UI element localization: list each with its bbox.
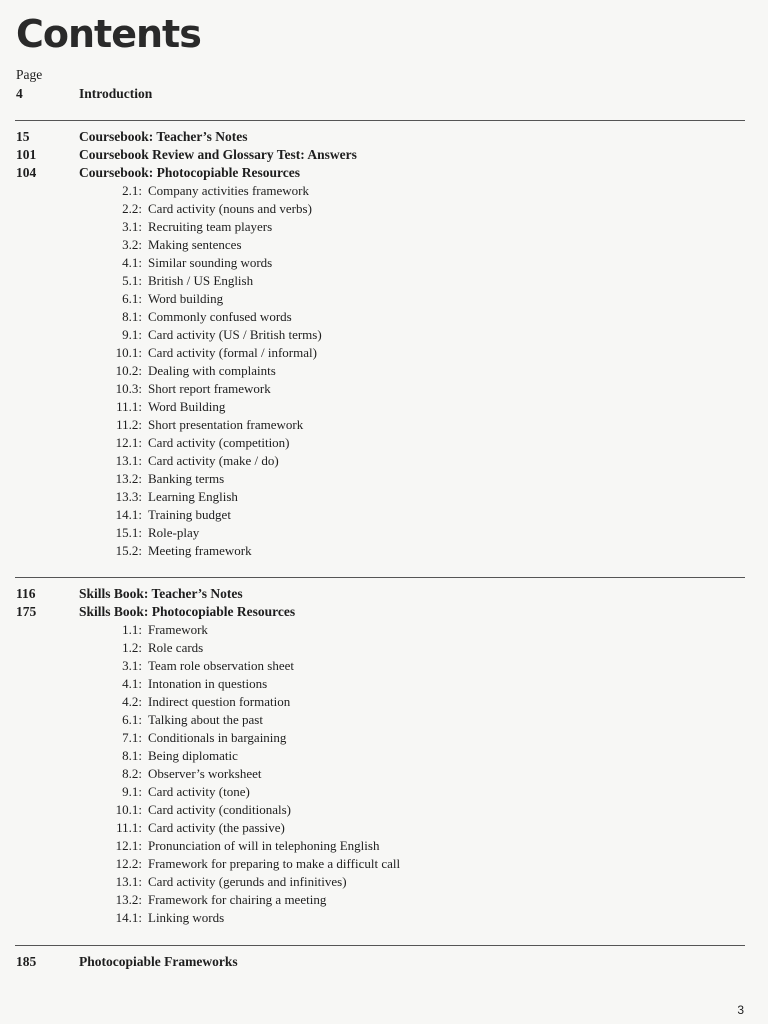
toc-page-number: 15	[16, 129, 30, 144]
section-divider	[15, 577, 745, 578]
resource-item[interactable]	[0, 452, 768, 470]
toc-entry-introduction[interactable]	[0, 85, 768, 103]
resource-label: Commonly confused words	[148, 309, 292, 324]
toc-entry-title: Skills Book: Photocopiable Resources	[79, 604, 296, 619]
resource-label: British / US English	[148, 273, 254, 288]
toc-entry-title: Introduction	[79, 86, 153, 101]
resource-item[interactable]	[0, 747, 768, 765]
resource-number: 1.2:	[122, 640, 142, 655]
resource-number: 10.3:	[115, 381, 142, 396]
resource-number: 15.2:	[115, 543, 142, 558]
resource-item[interactable]	[0, 524, 768, 542]
resource-item[interactable]	[0, 506, 768, 524]
resource-label: Similar sounding words	[148, 255, 273, 270]
coursebook-section	[0, 128, 768, 560]
resource-label: Card activity (conditionals)	[148, 802, 291, 817]
toc-entry-title: Coursebook: Photocopiable Resources	[79, 165, 300, 180]
resource-label: Indirect question formation	[148, 694, 291, 709]
resource-label: Card activity (US / British terms)	[148, 327, 322, 342]
resource-number: 12.2:	[115, 856, 142, 871]
resource-label: Talking about the past	[148, 712, 263, 727]
resource-item[interactable]	[0, 891, 768, 909]
resource-item[interactable]	[0, 398, 768, 416]
resource-label: Card activity (competition)	[148, 435, 290, 450]
resource-label: Card activity (make / do)	[148, 453, 279, 468]
resource-number: 3.1:	[122, 219, 142, 234]
resource-label: Framework	[148, 622, 208, 637]
resource-label: Meeting framework	[148, 543, 252, 558]
resource-item[interactable]	[0, 675, 768, 693]
section-divider	[15, 945, 745, 946]
toc-page-number: 116	[16, 586, 36, 601]
resource-number: 4.1:	[122, 255, 142, 270]
section-divider	[15, 120, 745, 121]
resource-item[interactable]	[0, 290, 768, 308]
resource-number: 10.1:	[115, 345, 142, 360]
resource-number: 12.1:	[115, 435, 142, 450]
toc-page-number: 175	[16, 604, 37, 619]
resource-item[interactable]	[0, 693, 768, 711]
resource-item[interactable]	[0, 621, 768, 639]
page-title: Contents	[16, 12, 201, 56]
resource-item[interactable]	[0, 344, 768, 362]
resource-item[interactable]	[0, 909, 768, 927]
resource-label: Short report framework	[148, 381, 271, 396]
resource-item[interactable]	[0, 711, 768, 729]
resource-number: 1.1:	[122, 622, 142, 637]
resource-number: 10.2:	[115, 363, 142, 378]
resource-number: 13.1:	[115, 453, 142, 468]
coursebook-entries	[0, 128, 768, 182]
coursebook-resource-list	[0, 182, 768, 560]
resource-label: Linking words	[148, 910, 225, 925]
resource-label: Role cards	[148, 640, 204, 655]
resource-item[interactable]	[0, 837, 768, 855]
resource-label: Framework for preparing to make a difficult call	[148, 856, 401, 871]
resource-label: Card activity (the passive)	[148, 820, 285, 835]
resource-item[interactable]	[0, 819, 768, 837]
toc-page-number: 104	[16, 165, 37, 180]
resource-number: 12.1:	[115, 838, 142, 853]
resource-item[interactable]	[0, 765, 768, 783]
resource-number: 4.2:	[122, 694, 142, 709]
resource-number: 11.1:	[116, 820, 142, 835]
resource-label: Pronunciation of will in telephoning English	[148, 838, 380, 853]
resource-number: 2.2:	[122, 201, 142, 216]
resource-item[interactable]	[0, 200, 768, 218]
resource-label: Conditionals in bargaining	[148, 730, 287, 745]
resource-number: 9.1:	[122, 784, 142, 799]
resource-number: 8.1:	[122, 309, 142, 324]
resource-item[interactable]	[0, 218, 768, 236]
resource-number: 4.1:	[122, 676, 142, 691]
resource-label: Learning English	[148, 489, 238, 504]
resource-item[interactable]	[0, 380, 768, 398]
resource-number: 11.2:	[116, 417, 142, 432]
resource-number: 7.1:	[122, 730, 142, 745]
resource-number: 6.1:	[122, 291, 142, 306]
resource-item[interactable]	[0, 434, 768, 452]
resource-label: Role-play	[148, 525, 200, 540]
resource-number: 2.1:	[122, 183, 142, 198]
resource-number: 14.1:	[115, 507, 142, 522]
resource-label: Dealing with complaints	[148, 363, 276, 378]
resource-item[interactable]	[0, 182, 768, 200]
resource-label: Card activity (nouns and verbs)	[148, 201, 312, 216]
resource-label: Framework for chairing a meeting	[148, 892, 327, 907]
resource-number: 11.1:	[116, 399, 142, 414]
toc-entry-frameworks[interactable]	[0, 953, 768, 971]
page-number: 3	[737, 1003, 744, 1017]
resource-item[interactable]	[0, 470, 768, 488]
resource-item[interactable]	[0, 729, 768, 747]
resource-number: 13.1:	[115, 874, 142, 889]
resource-item[interactable]	[0, 639, 768, 657]
resource-label: Recruiting team players	[148, 219, 273, 234]
resource-item[interactable]	[0, 488, 768, 506]
resource-number: 13.2:	[115, 892, 142, 907]
toc-entry-title: Skills Book: Teacher’s Notes	[79, 586, 243, 601]
toc-page-number: 4	[16, 86, 23, 101]
resource-number: 3.1:	[122, 658, 142, 673]
resource-item[interactable]	[0, 855, 768, 873]
resource-label: Intonation in questions	[148, 676, 268, 691]
resource-item[interactable]	[0, 254, 768, 272]
skills-resource-list	[0, 621, 768, 927]
resource-number: 5.1:	[122, 273, 142, 288]
resource-label: Making sentences	[148, 237, 242, 252]
skills-section	[0, 585, 768, 927]
resource-item[interactable]	[0, 362, 768, 380]
resource-item[interactable]	[0, 236, 768, 254]
toc-entry-title: Coursebook Review and Glossary Test: Answers	[79, 147, 357, 162]
resource-item[interactable]	[0, 416, 768, 434]
resource-number: 14.1:	[115, 910, 142, 925]
resource-label: Observer’s worksheet	[148, 766, 262, 781]
intro-section	[0, 85, 768, 103]
resource-label: Company activities framework	[148, 183, 310, 198]
resource-label: Training budget	[148, 507, 231, 522]
resource-label: Short presentation framework	[148, 417, 304, 432]
resource-label: Word Building	[148, 399, 226, 414]
resource-label: Word building	[148, 291, 224, 306]
toc-entry[interactable]	[0, 128, 768, 146]
resource-label: Banking terms	[148, 471, 225, 486]
toc-page-number: 185	[16, 954, 37, 969]
toc-entry[interactable]	[0, 146, 768, 164]
resource-number: 8.2:	[122, 766, 142, 781]
resource-number: 13.2:	[115, 471, 142, 486]
toc-entry-title: Coursebook: Teacher’s Notes	[79, 129, 248, 144]
resource-item[interactable]	[0, 326, 768, 344]
resource-label: Being diplomatic	[148, 748, 238, 763]
resource-number: 13.3:	[115, 489, 142, 504]
resource-item[interactable]	[0, 783, 768, 801]
resource-number: 3.2:	[122, 237, 142, 252]
frameworks-section	[0, 953, 768, 971]
resource-item[interactable]	[0, 873, 768, 891]
toc-entry[interactable]	[0, 164, 768, 182]
resource-number: 9.1:	[122, 327, 142, 342]
resource-item[interactable]	[0, 657, 768, 675]
resource-number: 8.1:	[122, 748, 142, 763]
resource-number: 10.1:	[115, 802, 142, 817]
resource-item[interactable]	[0, 272, 768, 290]
page-column-label: Page	[16, 67, 43, 82]
toc-entry[interactable]	[0, 603, 768, 621]
resource-item[interactable]	[0, 308, 768, 326]
resource-item[interactable]	[0, 801, 768, 819]
resource-label: Team role observation sheet	[148, 658, 295, 673]
skills-entries	[0, 585, 768, 621]
resource-number: 6.1:	[122, 712, 142, 727]
toc-entry-title: Photocopiable Frameworks	[79, 954, 238, 969]
resource-label: Card activity (formal / informal)	[148, 345, 317, 360]
toc-page-number: 101	[16, 147, 37, 162]
toc-entry[interactable]	[0, 585, 768, 603]
resource-label: Card activity (gerunds and infinitives)	[148, 874, 347, 889]
resource-item[interactable]	[0, 542, 768, 560]
resource-number: 15.1:	[115, 525, 142, 540]
resource-label: Card activity (tone)	[148, 784, 250, 799]
